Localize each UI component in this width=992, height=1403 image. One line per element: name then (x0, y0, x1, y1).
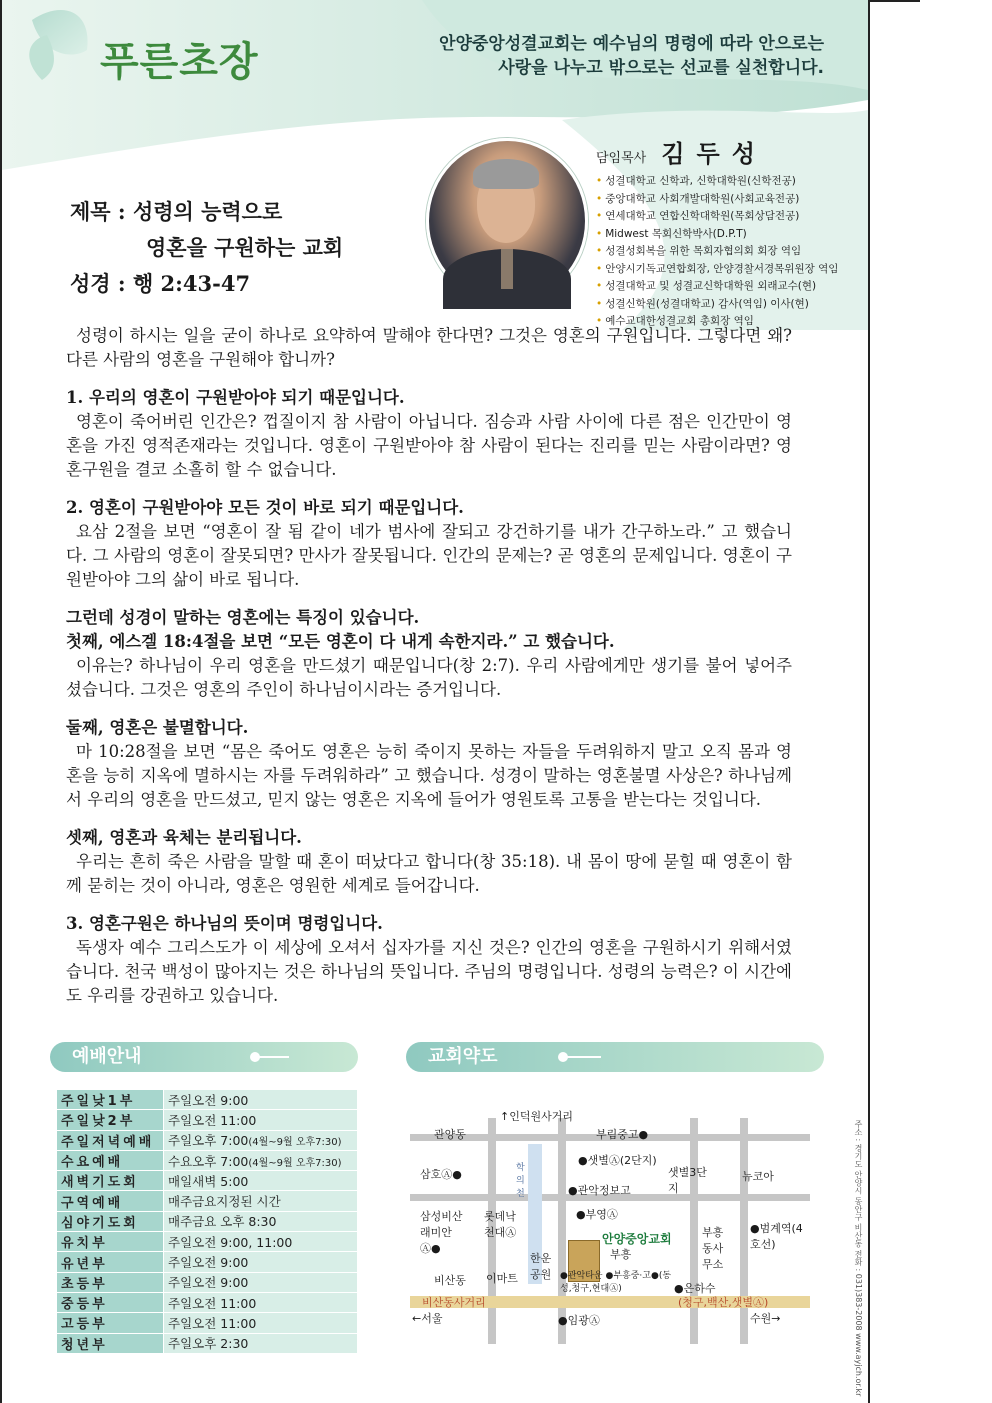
service-time (164, 1272, 358, 1292)
schedule-row (57, 1292, 358, 1312)
schedule-row (57, 1130, 358, 1150)
section-text: 마 10:28절을 보면 “몸은 죽어도 영혼은 능히 죽이지 못하는 자들을 두려워하지 말고 오직 몸과 영혼을 능히 지옥에 멸하시는 자를 두려워하라” 고 했습니다. 성경이 말하는 영혼불멸 사상은? 하나님께서 우리의 영혼을 만드셨고, 믿지 않는 영혼은 지옥에 들어가 영원토록 고통을 받는다는 것입니다. (66, 742, 792, 809)
service-time (164, 1110, 358, 1130)
credential-item: • Midwest 목회신학박사(D.P.T) (596, 226, 856, 244)
map-road (558, 1118, 566, 1344)
service-time-note: (4월~9월 오후7:30) (248, 1137, 342, 1149)
schedule-row (57, 1333, 358, 1353)
pastor-photo (426, 138, 588, 304)
service-time (164, 1191, 358, 1211)
church-map-label: 안양중앙교회 (602, 1232, 672, 1246)
map-heading (406, 1042, 824, 1072)
service-name: 유치부 (57, 1232, 164, 1252)
section-text: 영혼이 죽어버린 인간은? 껍질이지 참 사람이 아닙니다. 짐승과 사람 사이에 다른 점은 인간만이 영혼을 가진 영적존재라는 것입니다. 영혼이 구원받아야 참 사람이 된다는 진리를 믿는 사람이라면? 영혼구원을 결코 소홀히 할 수 없습니다. (66, 412, 792, 479)
motto-line-1: 안양중앙성결교회는 예수님의 명령에 따라 안으로는 (439, 34, 824, 54)
section-text: 우리는 흔히 죽은 사람을 말할 때 혼이 떠났다고 합니다(창 35:18). 내 몸이 땅에 묻힐 때 영혼이 함께 묻히는 것이 아니라, 영혼은 영원한 세계로 들어갑니다. (66, 852, 792, 895)
service-time (164, 1252, 358, 1272)
worship-heading-label: 예배안내 (72, 1046, 142, 1067)
pastor-role: 담임목사 (596, 151, 647, 166)
worship-schedule-table (56, 1089, 358, 1354)
publication-logo: 푸른초장 (100, 39, 259, 85)
map-label: 뉴코아 (742, 1170, 774, 1183)
map-label: ↑인덕원사거리 (500, 1110, 573, 1123)
credential-item: • 성결신학원(성결대학교) 감사(역임) 이사(현) (596, 296, 856, 314)
pastor-profile (596, 134, 856, 331)
church-location-map (410, 1090, 820, 1360)
section-heading: 셋째, 영혼과 육체는 분리됩니다. (66, 828, 302, 847)
section-heading: 첫째, 에스겔 18:4절을 보면 “모든 영혼이 다 내게 속한지라.” 고 했습니다. (66, 632, 615, 651)
page-border-right (868, 0, 870, 1403)
schedule-row (57, 1150, 358, 1170)
map-label: 부흥동사무소 (702, 1226, 724, 1271)
credential-item: • 연세대학교 연합신학대학원(목회상담전공) (596, 208, 856, 226)
service-time-value: 주일오전 9:00, 11:00 (168, 1234, 293, 1250)
service-name: 새벽기도회 (57, 1171, 164, 1191)
schedule-row (57, 1191, 358, 1211)
section-heading: 그런데 성경이 말하는 영혼에는 특징이 있습니다. (66, 608, 420, 627)
schedule-row (57, 1110, 358, 1130)
service-name: 심야기도회 (57, 1211, 164, 1231)
service-time-value: 주일오전 11:00 (168, 1295, 257, 1311)
motto-line-2: 사랑을 나누고 밖으로는 선교를 실천합니다. (498, 58, 824, 78)
service-time-value: 수요오후 7:00 (168, 1153, 249, 1169)
line-decoration (255, 1056, 289, 1058)
service-time-value: 주일오전 9:00 (168, 1092, 249, 1108)
service-time (164, 1211, 358, 1231)
map-road (690, 1118, 698, 1344)
service-time (164, 1333, 358, 1353)
service-time-value: 주일오후 2:30 (168, 1336, 249, 1352)
service-time-value: 주일오전 11:00 (168, 1112, 257, 1128)
map-label: ●관악타운 ●부흥중·고●(동성,청구,현대Ⓐ) (560, 1271, 672, 1294)
map-label: (청구,백산,샛별Ⓐ) (678, 1296, 769, 1309)
service-name: 주일낮1부 (57, 1090, 164, 1110)
sermon-title-line-1: 제목 : 성령의 능력으로 (70, 199, 283, 224)
service-time (164, 1232, 358, 1252)
service-time (164, 1313, 358, 1333)
service-time-value: 주일오전 9:00 (168, 1255, 249, 1271)
sermon-heading (70, 194, 343, 302)
map-label: 삼성비산래미안Ⓐ● (420, 1210, 463, 1255)
map-label: 롯데낙천대Ⓐ (484, 1210, 517, 1239)
service-name: 수요예배 (57, 1150, 164, 1170)
section-heading: 1. 우리의 영혼이 구원받아야 되기 때문입니다. (66, 388, 405, 407)
church-motto (404, 32, 824, 80)
map-label: ●은하수 (674, 1282, 716, 1295)
intro-paragraph: 성령이 하시는 일을 굳이 하나로 요약하여 말해야 한다면? 그것은 영혼의 구원입니다. 그렇다면 왜? 다른 사람의 영혼을 구원해야 합니까? (66, 326, 792, 369)
service-time (164, 1171, 358, 1191)
service-time (164, 1130, 358, 1150)
sermon-body (66, 324, 792, 1008)
service-name: 주일저녁예배 (57, 1130, 164, 1150)
map-label: 한운공원 (530, 1252, 552, 1281)
schedule-row (57, 1272, 358, 1292)
map-label: 부흥 (610, 1248, 632, 1261)
service-time-note: (4월~9월 오후7:30) (248, 1157, 342, 1169)
worship-heading (50, 1042, 358, 1072)
service-time-value: 주일오전 11:00 (168, 1315, 257, 1331)
sermon-title-line-2: 영혼을 구원하는 교회 (146, 235, 344, 260)
section-text: 독생자 예수 그리스도가 이 세상에 오셔서 십자가를 지신 것은? 인간의 영혼을 구원하시기 위해서였습니다. 천국 백성이 많아지는 것은 하나님의 뜻입니다. 주님의 명령입니다. 성령의 능력은? 이 시간에도 우리를 강권하고 있습니다. (66, 938, 792, 1005)
map-label: 학의천 (516, 1163, 525, 1199)
service-name: 초등부 (57, 1272, 164, 1292)
schedule-row (57, 1090, 358, 1110)
section-text: 이유는? 하나님이 우리 영혼을 만드셨기 때문입니다(창 2:7). 우리 사람에게만 생기를 불어 넣어주셨습니다. 그것은 영혼의 주인이 하나님이시라는 증거입니다. (66, 656, 792, 699)
contact-note: 주소 : 경기도 안양시 동안구 비산동 전화 : 031)383-2008 www.ayjch.or.kr (854, 1120, 863, 1397)
section-heading: 2. 영혼이 구원받아야 모든 것이 바로 되기 때문입니다. (66, 498, 464, 517)
map-label: 비산동사거리 (422, 1296, 486, 1309)
service-time-value: 매주금요 오후 8:30 (168, 1214, 277, 1230)
map-heading-label: 교회약도 (428, 1046, 498, 1067)
schedule-row (57, 1232, 358, 1252)
service-name: 구역예배 (57, 1191, 164, 1211)
map-label: ●부영Ⓐ (576, 1208, 618, 1221)
map-label: 비산동 (434, 1274, 466, 1287)
map-label: ●임광Ⓐ (558, 1314, 600, 1327)
map-label: 수원→ (750, 1312, 781, 1325)
service-name: 고등부 (57, 1313, 164, 1333)
schedule-row (57, 1252, 358, 1272)
section-heading: 3. 영혼구원은 하나님의 뜻이며 명령입니다. (66, 914, 383, 933)
credential-item: • 안양시기독교연합회장, 안양경찰서경목위원장 역임 (596, 261, 856, 279)
map-label: 샛별3단지 (668, 1166, 707, 1195)
map-label: 삼호Ⓐ● (420, 1168, 462, 1181)
service-time-value: 매일새벽 5:00 (168, 1173, 249, 1189)
map-label: 부림중고● (596, 1128, 649, 1141)
service-name: 청년부 (57, 1333, 164, 1353)
service-time-value: 매주금요지정된 시간 (168, 1194, 281, 1210)
section-heading: 둘째, 영혼은 불멸합니다. (66, 718, 249, 737)
map-label: ●샛별Ⓐ(2단지) (578, 1154, 657, 1167)
service-time (164, 1292, 358, 1312)
map-label: ●관악정보고 (568, 1184, 631, 1197)
credential-item: • 성결대학교 신학과, 신학대학원(신학전공) (596, 173, 856, 191)
service-name: 주일낮2부 (57, 1110, 164, 1130)
credential-item: • 성결대학교 및 성결교신학대학원 외래교수(현) (596, 278, 856, 296)
map-label: 관양동 (434, 1128, 466, 1141)
service-time (164, 1090, 358, 1110)
map-label: 이마트 (486, 1272, 518, 1285)
service-name: 중등부 (57, 1292, 164, 1312)
map-label: ●범계역(4호선) (750, 1222, 803, 1251)
schedule-row (57, 1313, 358, 1333)
section-text: 요삼 2절을 보면 “영혼이 잘 됨 같이 네가 범사에 잘되고 강건하기를 내가 간구하노라.” 고 했습니다. 그 사람의 영혼이 잘못되면? 만사가 잘못됩니다. 인간의 문제는? 곧 영혼의 문제입니다. 영혼이 구원받아야 그의 삶이 바로 됩니다. (66, 522, 792, 589)
credential-item: • 중앙대학교 사회개발대학원(사회교육전공) (596, 191, 856, 209)
map-road (740, 1118, 748, 1344)
service-time-value: 주일오전 9:00 (168, 1275, 249, 1291)
schedule-row (57, 1171, 358, 1191)
service-time (164, 1150, 358, 1170)
credential-item: • 성결성회복을 위한 목회자협의회 회장 역임 (596, 243, 856, 261)
pastor-name: 김두성 (661, 140, 767, 168)
pastor-credentials (596, 173, 856, 331)
sermon-scripture: 성경 : 행 2:43-47 (70, 271, 251, 296)
map-label: ←서울 (412, 1312, 443, 1325)
service-time-value: 주일오후 7:00 (168, 1133, 249, 1149)
service-name: 유년부 (57, 1252, 164, 1272)
credential-item: • 예수교대한성결교회 총회장 역임 (596, 313, 856, 331)
schedule-row (57, 1211, 358, 1231)
line-decoration (563, 1056, 601, 1058)
